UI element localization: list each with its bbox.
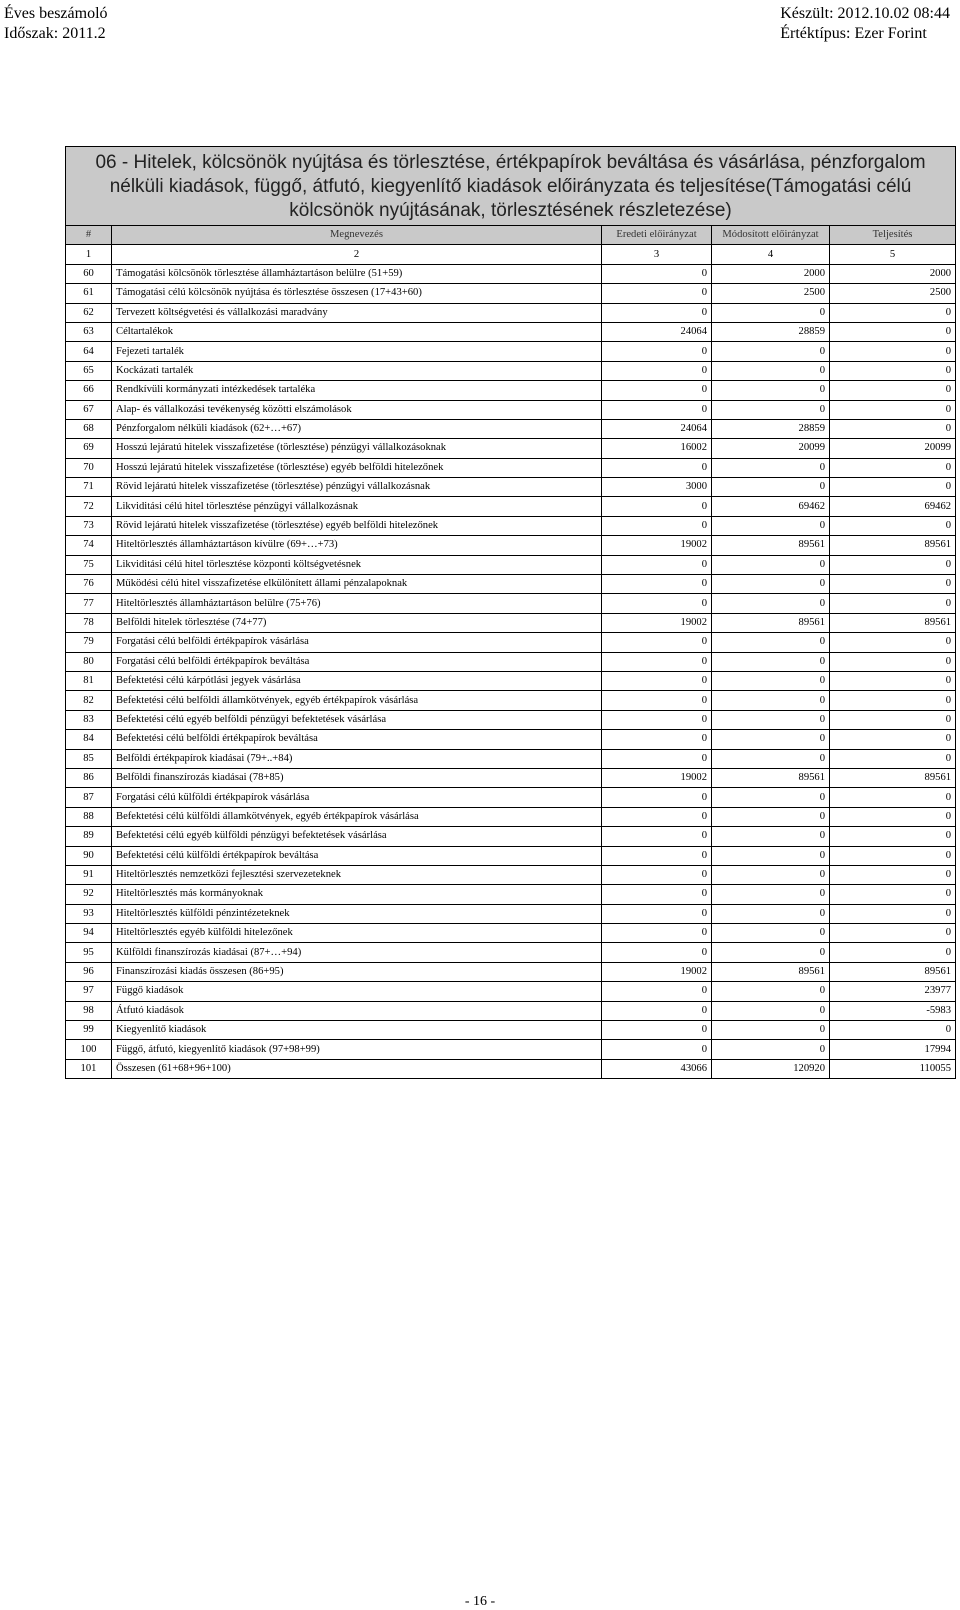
row-description: Kiegyenlítő kiadások — [112, 1021, 602, 1040]
row-index: 93 — [66, 904, 112, 923]
row-modified: 20099 — [712, 439, 830, 458]
row-actual: 0 — [830, 361, 956, 380]
column-number: 2 — [112, 245, 602, 264]
table-row — [66, 846, 956, 865]
row-original: 0 — [602, 575, 712, 594]
table-row — [66, 1021, 956, 1040]
table-row — [66, 594, 956, 613]
row-actual: 89561 — [830, 962, 956, 981]
row-index: 64 — [66, 342, 112, 361]
row-original: 0 — [602, 633, 712, 652]
row-original: 0 — [602, 516, 712, 535]
table-row — [66, 322, 956, 341]
row-modified: 0 — [712, 361, 830, 380]
table-row — [66, 264, 956, 283]
row-original: 0 — [602, 594, 712, 613]
table-row — [66, 555, 956, 574]
row-description: Függő kiadások — [112, 982, 602, 1001]
row-original: 0 — [602, 458, 712, 477]
row-description: Támogatási célú kölcsönök nyújtása és törlesztése összesen (17+43+60) — [112, 284, 602, 303]
row-description: Fejezeti tartalék — [112, 342, 602, 361]
row-actual: 0 — [830, 419, 956, 438]
table-row — [66, 807, 956, 826]
column-header-index: # — [66, 226, 112, 245]
row-modified: 0 — [712, 943, 830, 962]
row-index: 79 — [66, 633, 112, 652]
row-description: Befektetési célú kárpótlási jegyek vásárlása — [112, 671, 602, 690]
table-row — [66, 1001, 956, 1020]
row-actual: 0 — [830, 322, 956, 341]
row-index: 60 — [66, 264, 112, 283]
row-description: Függő, átfutó, kiegyenlítő kiadások (97+98+99) — [112, 1040, 602, 1059]
row-modified: 0 — [712, 303, 830, 322]
row-index: 90 — [66, 846, 112, 865]
row-description: Likviditási célú hitel törlesztése pénzügyi vállalkozásnak — [112, 497, 602, 516]
row-original: 3000 — [602, 478, 712, 497]
row-index: 97 — [66, 982, 112, 1001]
row-modified: 0 — [712, 749, 830, 768]
row-original: 0 — [602, 1021, 712, 1040]
row-original: 24064 — [602, 419, 712, 438]
row-original: 0 — [602, 342, 712, 361]
table-row — [66, 458, 956, 477]
column-header-name: Megnevezés — [112, 226, 602, 245]
row-index: 98 — [66, 1001, 112, 1020]
table-row — [66, 652, 956, 671]
table-row — [66, 924, 956, 943]
row-modified: 0 — [712, 846, 830, 865]
row-modified: 0 — [712, 575, 830, 594]
row-description: Rendkívüli kormányzati intézkedések tartaléka — [112, 381, 602, 400]
table-row — [66, 1059, 956, 1078]
table-row — [66, 516, 956, 535]
row-modified: 0 — [712, 710, 830, 729]
row-index: 80 — [66, 652, 112, 671]
row-index: 68 — [66, 419, 112, 438]
row-modified: 0 — [712, 633, 830, 652]
row-index: 100 — [66, 1040, 112, 1059]
row-original: 0 — [602, 807, 712, 826]
row-original: 0 — [602, 264, 712, 283]
table-row — [66, 419, 956, 438]
row-index: 88 — [66, 807, 112, 826]
column-header-row — [66, 226, 956, 245]
row-actual: 0 — [830, 400, 956, 419]
report-title: Éves beszámoló — [4, 5, 108, 22]
row-actual: 0 — [830, 885, 956, 904]
table-row — [66, 613, 956, 632]
column-header-original: Eredeti előirányzat — [602, 226, 712, 245]
row-modified: 0 — [712, 555, 830, 574]
row-modified: 28859 — [712, 419, 830, 438]
page-number: - 16 - — [464, 1594, 496, 1609]
row-modified: 120920 — [712, 1059, 830, 1078]
row-original: 24064 — [602, 322, 712, 341]
row-actual: 89561 — [830, 536, 956, 555]
row-modified: 0 — [712, 594, 830, 613]
table-row — [66, 381, 956, 400]
row-modified: 0 — [712, 516, 830, 535]
row-actual: 0 — [830, 555, 956, 574]
row-description: Átfutó kiadások — [112, 1001, 602, 1020]
row-index: 84 — [66, 730, 112, 749]
table-row — [66, 788, 956, 807]
table-row — [66, 943, 956, 962]
row-original: 19002 — [602, 613, 712, 632]
row-original: 0 — [602, 400, 712, 419]
row-original: 0 — [602, 652, 712, 671]
row-actual: 2000 — [830, 264, 956, 283]
row-description: Támogatási kölcsönök törlesztése államháztartáson belülre (51+59) — [112, 264, 602, 283]
table-row — [66, 904, 956, 923]
row-index: 66 — [66, 381, 112, 400]
table-row — [66, 691, 956, 710]
row-index: 81 — [66, 671, 112, 690]
row-actual: 0 — [830, 710, 956, 729]
row-index: 85 — [66, 749, 112, 768]
row-actual: 0 — [830, 633, 956, 652]
row-modified: 2000 — [712, 264, 830, 283]
row-index: 63 — [66, 322, 112, 341]
row-description: Forgatási célú külföldi értékpapírok vásárlása — [112, 788, 602, 807]
row-description: Rövid lejáratú hitelek visszafizetése (törlesztése) pénzügyi vállalkozásnak — [112, 478, 602, 497]
table-row — [66, 885, 956, 904]
row-description: Működési célú hitel visszafizetése elkülönített állami pénzalapoknak — [112, 575, 602, 594]
row-modified: 89561 — [712, 536, 830, 555]
row-original: 0 — [602, 865, 712, 884]
row-actual: 0 — [830, 381, 956, 400]
row-modified: 0 — [712, 865, 830, 884]
row-modified: 0 — [712, 381, 830, 400]
row-original: 0 — [602, 555, 712, 574]
row-original: 0 — [602, 788, 712, 807]
table-row — [66, 962, 956, 981]
row-modified: 0 — [712, 691, 830, 710]
table-row — [66, 439, 956, 458]
row-description: Finanszírozási kiadás összesen (86+95) — [112, 962, 602, 981]
row-index: 73 — [66, 516, 112, 535]
row-original: 0 — [602, 749, 712, 768]
row-actual: 0 — [830, 458, 956, 477]
row-actual: 17994 — [830, 1040, 956, 1059]
row-actual: 0 — [830, 807, 956, 826]
column-header-modified: Módosított előirányzat — [712, 226, 830, 245]
table-row — [66, 575, 956, 594]
row-modified: 89561 — [712, 613, 830, 632]
row-actual: 0 — [830, 594, 956, 613]
row-description: Hosszú lejáratú hitelek visszafizetése (törlesztése) egyéb belföldi hitelezőnek — [112, 458, 602, 477]
row-index: 67 — [66, 400, 112, 419]
table-row — [66, 671, 956, 690]
table-row — [66, 865, 956, 884]
row-description: Összesen (61+68+96+100) — [112, 1059, 602, 1078]
row-original: 0 — [602, 904, 712, 923]
row-actual: 0 — [830, 827, 956, 846]
row-index: 99 — [66, 1021, 112, 1040]
row-description: Pénzforgalom nélküli kiadások (62+…+67) — [112, 419, 602, 438]
row-modified: 0 — [712, 904, 830, 923]
row-original: 19002 — [602, 536, 712, 555]
row-original: 0 — [602, 846, 712, 865]
table-row — [66, 1040, 956, 1059]
table-row — [66, 633, 956, 652]
row-index: 101 — [66, 1059, 112, 1078]
row-actual: 0 — [830, 671, 956, 690]
row-actual: 0 — [830, 730, 956, 749]
row-description: Hiteltörlesztés más kormányoknak — [112, 885, 602, 904]
column-number: 5 — [830, 245, 956, 264]
row-index: 89 — [66, 827, 112, 846]
report-created-date: Készült: 2012.10.02 08:44 — [780, 5, 950, 22]
row-description: Befektetési célú egyéb belföldi pénzügyi befektetések vásárlása — [112, 710, 602, 729]
row-actual: 0 — [830, 904, 956, 923]
row-index: 86 — [66, 768, 112, 787]
row-description: Belföldi finanszírozás kiadásai (78+85) — [112, 768, 602, 787]
row-modified: 0 — [712, 788, 830, 807]
row-index: 76 — [66, 575, 112, 594]
row-original: 0 — [602, 885, 712, 904]
row-modified: 0 — [712, 1021, 830, 1040]
table-row — [66, 497, 956, 516]
row-description: Hiteltörlesztés államháztartáson belülre (75+76) — [112, 594, 602, 613]
row-description: Hiteltörlesztés államháztartáson kívülre (69+…+73) — [112, 536, 602, 555]
column-header-actual: Teljesítés — [830, 226, 956, 245]
row-index: 74 — [66, 536, 112, 555]
row-original: 19002 — [602, 768, 712, 787]
row-original: 0 — [602, 1040, 712, 1059]
budget-table — [65, 146, 956, 1079]
row-index: 72 — [66, 497, 112, 516]
table-row — [66, 827, 956, 846]
report-header-right — [780, 4, 950, 44]
row-description: Befektetési célú belföldi államkötvények, egyéb értékpapírok vásárlása — [112, 691, 602, 710]
table-row — [66, 478, 956, 497]
row-actual: 0 — [830, 516, 956, 535]
row-actual: 110055 — [830, 1059, 956, 1078]
row-description: Hiteltörlesztés külföldi pénzintézeteknek — [112, 904, 602, 923]
row-actual: 0 — [830, 652, 956, 671]
row-index: 71 — [66, 478, 112, 497]
row-actual: 0 — [830, 846, 956, 865]
row-modified: 0 — [712, 458, 830, 477]
table-row — [66, 768, 956, 787]
row-modified: 69462 — [712, 497, 830, 516]
row-actual: 0 — [830, 943, 956, 962]
row-original: 0 — [602, 497, 712, 516]
row-description: Befektetési célú egyéb külföldi pénzügyi befektetések vásárlása — [112, 827, 602, 846]
column-number: 3 — [602, 245, 712, 264]
row-original: 0 — [602, 361, 712, 380]
row-original: 19002 — [602, 962, 712, 981]
row-description: Belföldi hitelek törlesztése (74+77) — [112, 613, 602, 632]
table-row — [66, 400, 956, 419]
row-index: 62 — [66, 303, 112, 322]
row-actual: 0 — [830, 342, 956, 361]
row-modified: 0 — [712, 827, 830, 846]
row-index: 65 — [66, 361, 112, 380]
row-index: 83 — [66, 710, 112, 729]
table-row — [66, 361, 956, 380]
row-modified: 89561 — [712, 962, 830, 981]
row-description: Hiteltörlesztés nemzetközi fejlesztési szervezeteknek — [112, 865, 602, 884]
row-original: 0 — [602, 284, 712, 303]
row-modified: 0 — [712, 400, 830, 419]
row-original: 0 — [602, 827, 712, 846]
row-actual: 89561 — [830, 768, 956, 787]
row-original: 0 — [602, 691, 712, 710]
row-original: 0 — [602, 730, 712, 749]
row-modified: 2500 — [712, 284, 830, 303]
row-modified: 0 — [712, 671, 830, 690]
column-number-row — [66, 245, 956, 264]
column-number: 4 — [712, 245, 830, 264]
row-actual: 0 — [830, 788, 956, 807]
row-description: Befektetési célú külföldi államkötvények, egyéb értékpapírok vásárlása — [112, 807, 602, 826]
row-index: 78 — [66, 613, 112, 632]
row-description: Tervezett költségvetési és vállalkozási maradvány — [112, 303, 602, 322]
row-description: Alap- és vállalkozási tevékenység közötti elszámolások — [112, 400, 602, 419]
row-actual: 89561 — [830, 613, 956, 632]
row-description: Céltartalékok — [112, 322, 602, 341]
row-actual: 0 — [830, 1021, 956, 1040]
row-index: 95 — [66, 943, 112, 962]
row-actual: -5983 — [830, 1001, 956, 1020]
table-row — [66, 710, 956, 729]
row-modified: 0 — [712, 730, 830, 749]
row-index: 96 — [66, 962, 112, 981]
row-modified: 0 — [712, 478, 830, 497]
row-description: Forgatási célú belföldi értékpapírok beváltása — [112, 652, 602, 671]
table-title: 06 - Hitelek, kölcsönök nyújtása és törlesztése, értékpapírok beváltása és vásárlása, pénzforgalom nélküli kiadások, függő, átfutó, kiegyenlítő kiadások előirányzata és teljesítése(Támogatási célú kölcsönök nyújtásának, törlesztésének részletezése) — [66, 147, 956, 226]
row-actual: 0 — [830, 865, 956, 884]
row-index: 82 — [66, 691, 112, 710]
row-index: 92 — [66, 885, 112, 904]
row-modified: 0 — [712, 1040, 830, 1059]
row-description: Rövid lejáratú hitelek visszafizetése (törlesztése) egyéb belföldi hitelezőnek — [112, 516, 602, 535]
row-index: 61 — [66, 284, 112, 303]
table-row — [66, 303, 956, 322]
row-modified: 28859 — [712, 322, 830, 341]
row-description: Befektetési célú belföldi értékpapírok beváltása — [112, 730, 602, 749]
row-index: 77 — [66, 594, 112, 613]
table-row — [66, 749, 956, 768]
row-actual: 0 — [830, 924, 956, 943]
row-index: 69 — [66, 439, 112, 458]
row-description: Külföldi finanszírozás kiadásai (87+…+94) — [112, 943, 602, 962]
row-original: 0 — [602, 1001, 712, 1020]
row-original: 0 — [602, 943, 712, 962]
row-actual: 2500 — [830, 284, 956, 303]
row-original: 0 — [602, 303, 712, 322]
row-description: Hiteltörlesztés egyéb külföldi hitelezőnek — [112, 924, 602, 943]
row-original: 0 — [602, 710, 712, 729]
row-actual: 0 — [830, 478, 956, 497]
row-description: Likviditási célú hitel törlesztése központi költségvetésnek — [112, 555, 602, 574]
table-title-row — [66, 147, 956, 226]
row-index: 75 — [66, 555, 112, 574]
row-description: Hosszú lejáratú hitelek visszafizetése (törlesztése) pénzügyi vállalkozásoknak — [112, 439, 602, 458]
row-actual: 20099 — [830, 439, 956, 458]
report-period: Időszak: 2011.2 — [4, 25, 106, 42]
row-modified: 0 — [712, 652, 830, 671]
row-original: 0 — [602, 924, 712, 943]
report-header-left — [4, 4, 108, 44]
table-row — [66, 342, 956, 361]
table-row — [66, 982, 956, 1001]
row-original: 43066 — [602, 1059, 712, 1078]
row-description: Kockázati tartalék — [112, 361, 602, 380]
table-row — [66, 284, 956, 303]
table-row — [66, 730, 956, 749]
row-actual: 0 — [830, 749, 956, 768]
row-modified: 0 — [712, 982, 830, 1001]
row-index: 91 — [66, 865, 112, 884]
row-original: 0 — [602, 982, 712, 1001]
row-index: 94 — [66, 924, 112, 943]
row-modified: 0 — [712, 924, 830, 943]
row-actual: 0 — [830, 691, 956, 710]
row-index: 70 — [66, 458, 112, 477]
row-original: 16002 — [602, 439, 712, 458]
row-actual: 23977 — [830, 982, 956, 1001]
row-modified: 0 — [712, 1001, 830, 1020]
column-number: 1 — [66, 245, 112, 264]
row-description: Forgatási célú belföldi értékpapírok vásárlása — [112, 633, 602, 652]
row-actual: 0 — [830, 575, 956, 594]
report-value-type: Értéktípus: Ezer Forint — [780, 25, 927, 42]
table-row — [66, 536, 956, 555]
row-actual: 69462 — [830, 497, 956, 516]
row-index: 87 — [66, 788, 112, 807]
row-original: 0 — [602, 671, 712, 690]
row-original: 0 — [602, 381, 712, 400]
row-description: Befektetési célú külföldi értékpapírok beváltása — [112, 846, 602, 865]
row-modified: 0 — [712, 807, 830, 826]
row-description: Belföldi értékpapírok kiadásai (79+..+84) — [112, 749, 602, 768]
row-modified: 0 — [712, 342, 830, 361]
row-modified: 89561 — [712, 768, 830, 787]
row-actual: 0 — [830, 303, 956, 322]
row-modified: 0 — [712, 885, 830, 904]
